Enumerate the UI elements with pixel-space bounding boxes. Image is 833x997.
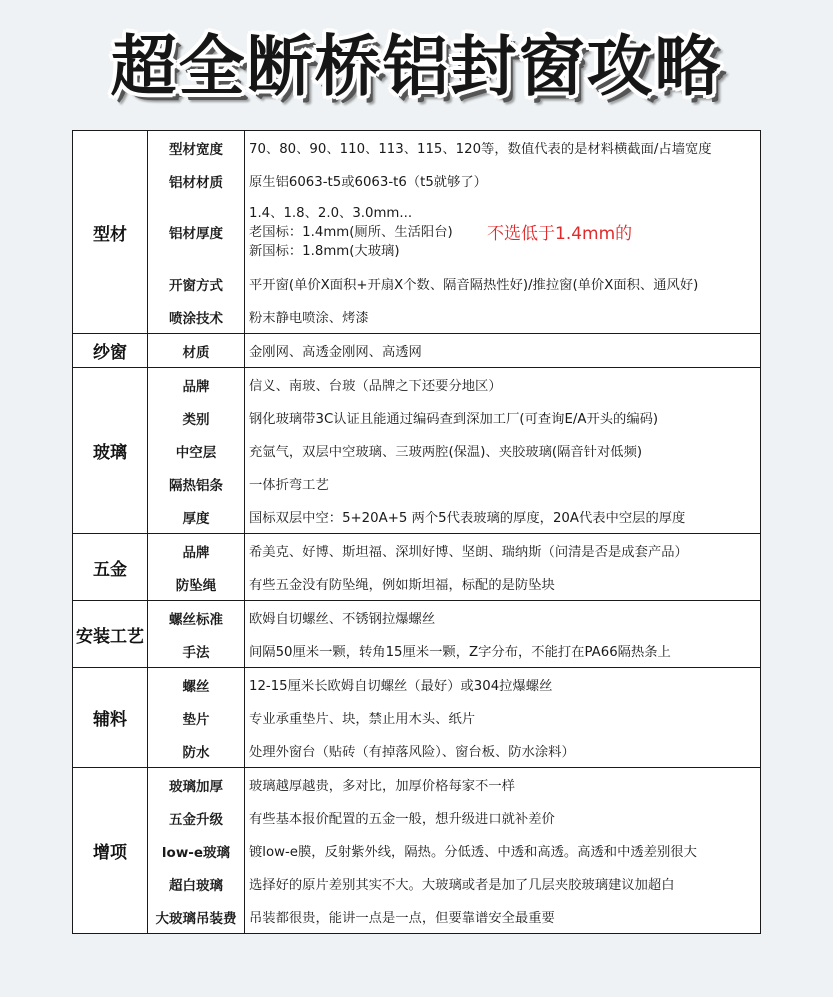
row-value: 间隔50厘米一颗，转角15厘米一颗，Z字分布，不能打在PA66隔热条上 — [249, 645, 671, 660]
row-value: 国标双层中空：5+20A+5 两个5代表玻璃的厚度，20A代表中空层的厚度 — [249, 511, 686, 526]
category-cell: 增项 — [73, 768, 148, 934]
row-label: 防水 — [182, 744, 210, 761]
section-profile — [73, 131, 761, 334]
category-cell: 玻璃 — [73, 368, 148, 534]
row-label: 材质 — [182, 344, 210, 361]
row-label: 型材宽度 — [169, 141, 223, 158]
section-installation — [73, 601, 761, 668]
row-value: 希美克、好博、斯坦福、深圳好博、坚朗、瑞纳斯（问清是否是成套产品） — [249, 545, 688, 560]
row-label: 开窗方式 — [169, 277, 223, 294]
row-value: 12-15厘米长欧姆自切螺丝（最好）或304拉爆螺丝 — [249, 679, 553, 694]
row-value: 平开窗(单价X面积+开扇X个数、隔音隔热性好)/推拉窗(单价X面积、通风好) — [249, 278, 699, 293]
row-value: 金刚网、高透金刚网、高透网 — [249, 345, 422, 360]
section-extras — [73, 768, 761, 934]
row-value: 选择好的原片差别其实不大。大玻璃或者是加了几层夹胶玻璃建议加超白 — [249, 878, 675, 893]
section-glass — [73, 368, 761, 534]
row-value: 欧姆自切螺丝、不锈钢拉爆螺丝 — [249, 612, 436, 627]
section-accessories — [73, 668, 761, 768]
row-value: 玻璃越厚越贵，多对比，加厚价格每家不一样 — [249, 779, 515, 794]
category-cell: 纱窗 — [73, 334, 148, 368]
row-label: 厚度 — [182, 510, 210, 527]
row-label: 五金升级 — [169, 811, 223, 828]
value-line: 1.4、1.8、2.0、3.0mm... — [249, 205, 413, 221]
row-value: 充氩气，双层中空玻璃、三玻两腔(保温)、夹胶玻璃(隔音针对低频) — [249, 445, 643, 460]
row-label: 螺丝标准 — [169, 611, 223, 628]
category-cell: 辅料 — [73, 668, 148, 768]
row-label: 超白玻璃 — [169, 877, 223, 894]
row-value: 粉末静电喷涂、烤漆 — [249, 311, 369, 326]
row-value: 专业承重垫片、块，禁止用木头、纸片 — [249, 712, 476, 727]
row-value: 有些基本报价配置的五金一般，想升级进口就补差价 — [249, 812, 555, 827]
row-value: 有些五金没有防坠绳，例如斯坦福，标配的是防坠块 — [249, 578, 555, 593]
value-line: 老国标：1.4mm(厕所、生活阳台) — [249, 224, 453, 240]
row-label: 品牌 — [182, 378, 210, 395]
row-label: 垫片 — [182, 711, 210, 728]
row-label: 手法 — [182, 644, 210, 661]
row-label: 喷涂技术 — [169, 310, 223, 327]
row-value: 一体折弯工艺 — [249, 478, 329, 493]
category-cell: 型材 — [73, 131, 148, 334]
row-label: 隔热铝条 — [169, 477, 223, 494]
row-value: 信义、南玻、台玻（品牌之下还要分地区） — [249, 379, 502, 394]
thickness-warning-note: 不选低于1.4mm的 — [487, 224, 633, 244]
row-label: 螺丝 — [182, 678, 210, 695]
row-label: 品牌 — [182, 544, 210, 561]
window-guide-table — [72, 130, 761, 934]
row-label: 玻璃加厚 — [169, 778, 223, 795]
category-cell: 安装工艺 — [73, 601, 148, 668]
row-value: 原生铝6063-t5或6063-t6（t5就够了） — [249, 175, 487, 190]
row-value: 镀low-e膜，反射紫外线，隔热。分低透、中透和高透。高透和中透差别很大 — [249, 845, 697, 860]
row-value: 钢化玻璃带3C认证且能通过编码查到深加工厂(可查询E/A开头的编码) — [249, 412, 659, 427]
section-hardware — [73, 534, 761, 601]
row-value: 70、80、90、110、113、115、120等，数值代表的是材料横截面/占墙宽度 — [249, 142, 712, 157]
row-label: 中空层 — [175, 444, 217, 461]
row-value: 吊装都很贵，能讲一点是一点，但要靠谱安全最重要 — [249, 911, 555, 926]
category-cell: 五金 — [73, 534, 148, 601]
row-label: 大玻璃吊装费 — [155, 910, 237, 927]
row-value: 处理外窗台（贴砖（有掉落风险）、窗台板、防水涂料） — [249, 745, 575, 760]
section-screen — [73, 334, 761, 368]
row-label: 铝材厚度 — [169, 226, 223, 242]
value-line: 新国标：1.8mm(大玻璃) — [249, 243, 400, 259]
row-label: 防坠绳 — [175, 577, 217, 594]
row-label: low-e玻璃 — [161, 844, 231, 861]
page-title: 超全断桥铝封窗攻略 — [110, 28, 723, 105]
row-label: 铝材材质 — [169, 174, 223, 191]
row-label: 类别 — [182, 411, 210, 428]
